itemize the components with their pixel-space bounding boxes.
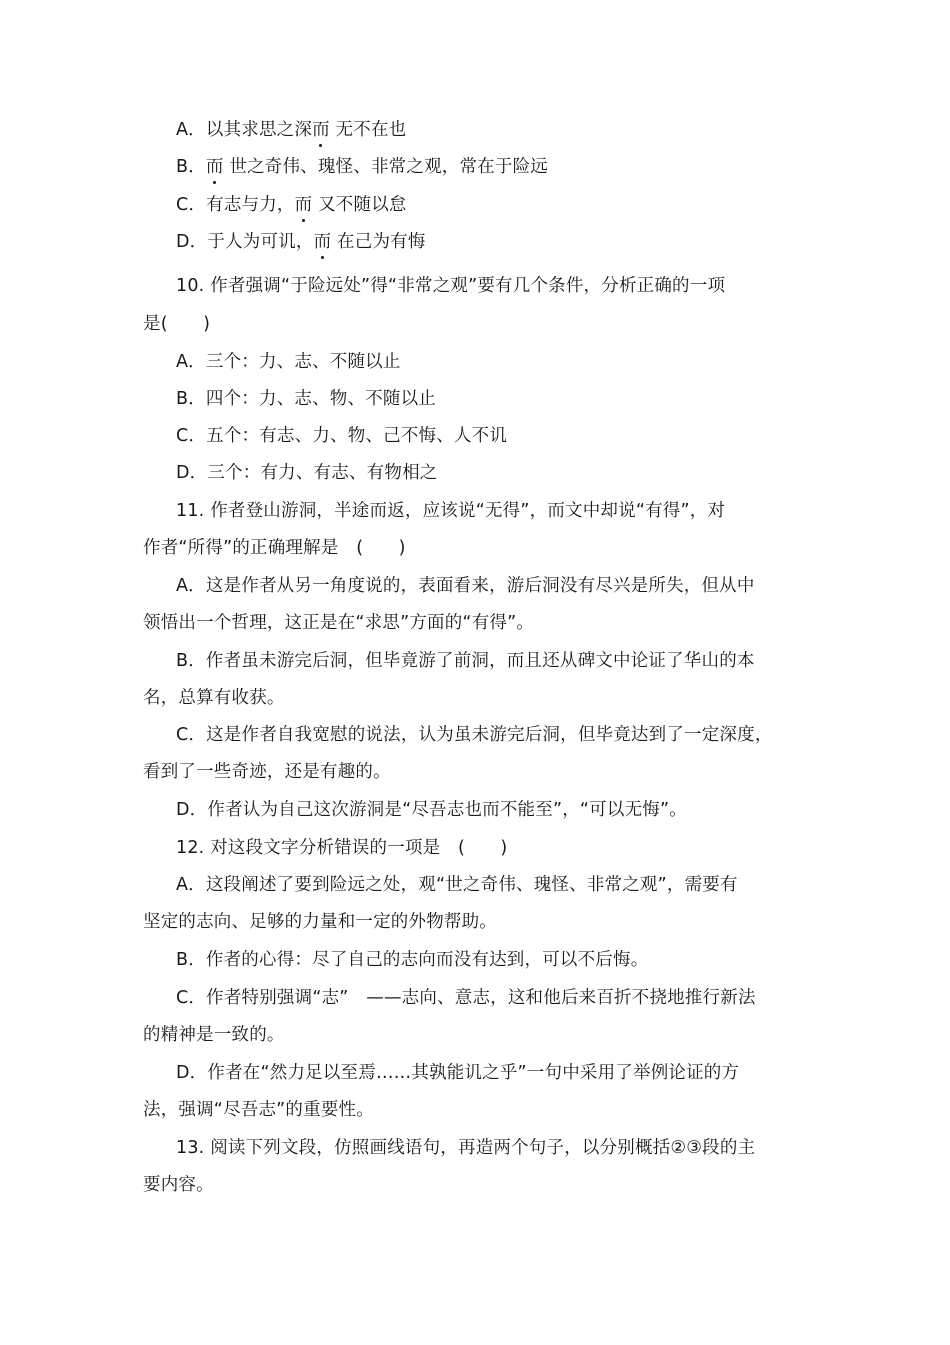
q9-option-b-emphasis: 而: [205, 157, 224, 177]
q12-stem: 12. 对这段文字分析错误的一项是 ( ): [176, 838, 508, 858]
q10-option-a: A．三个：力、志、不随以止: [176, 352, 401, 372]
q9-option-a-emphasis: 而: [312, 120, 330, 140]
q11-option-c-line-2: 看到了一些奇迹，还是有趣的。: [143, 762, 391, 782]
q12-option-d-line-1: D．作者在“然力足以至焉……其孰能讥之乎”一句中采用了举例论证的方: [176, 1063, 740, 1083]
q11-option-c-line-1: C．这是作者自我宽慰的说法，认为虽未游完后洞，但毕竟达到了一定深度，: [176, 725, 773, 745]
q9-option-c: [176, 194, 407, 216]
q11-stem-line-2: 作者“所得”的正确理解是 ( ): [143, 538, 406, 558]
q10-stem-line-1: 10. 作者强调“于险远处”得“非常之观”要有几个条件，分析正确的一项: [176, 276, 726, 296]
q11-stem-line-1: 11. 作者登山游洞，半途而返，应该说“无得”，而文中却说“有得”，对: [176, 501, 726, 521]
q13-stem-line-1: 13. 阅读下列文段，仿照画线语句，再造两个句子，以分别概括②③段的主: [176, 1138, 756, 1158]
q11-option-b-line-2: 名，总算有收获。: [143, 688, 285, 708]
q9-option-b: [176, 156, 548, 178]
q12-option-d-line-2: 法，强调“尽吾志”的重要性。: [143, 1100, 374, 1120]
q9-option-d-post: 在己为有悔: [331, 232, 426, 252]
q12-option-a-line-2: 坚定的志向、足够的力量和一定的外物帮助。: [143, 912, 497, 932]
q10-stem-line-2: 是( ): [143, 314, 211, 334]
q13-stem-line-2: 要内容。: [143, 1175, 214, 1195]
q9-option-d: [176, 231, 426, 253]
q10-option-c: C．五个：有志、力、物、己不悔、人不讥: [176, 426, 508, 446]
q12-option-b: B．作者的心得：尽了自己的志向而没有达到，可以不后悔。: [176, 950, 649, 970]
q11-option-a-line-2: 领悟出一个哲理，这正是在“求思”方面的“有得”。: [143, 613, 535, 633]
q9-option-d-pre: D．于人为可讥，: [176, 232, 314, 252]
q11-option-b-line-1: B．作者虽未游完后洞，但毕竟游了前洞，而且还从碑文中论证了华山的本: [176, 651, 755, 671]
q12-option-c-line-2: 的精神是一致的。: [143, 1025, 285, 1045]
q12-option-c-line-1: C．作者特别强调“志” ——志向、意志，这和他后来百折不挠地推行新法: [176, 988, 756, 1008]
q11-option-a-line-1: A．这是作者从另一角度说的，表面看来，游后洞没有尽兴是所失，但从中: [176, 576, 755, 596]
q9-option-b-post: 世之奇伟、瑰怪、非常之观，常在于险远: [223, 157, 548, 177]
q9-option-a-post: 无不在也: [329, 120, 407, 140]
q9-option-b-pre: B．: [176, 157, 206, 177]
q9-option-c-post: 又不随以怠: [312, 195, 407, 215]
q9-option-a: [176, 119, 406, 141]
q10-option-b: B．四个：力、志、物、不随以止: [176, 389, 437, 409]
q9-option-a-pre: A．以其求思之深: [176, 120, 313, 140]
q12-option-a-line-1: A．这段阐述了要到险远之处，观“世之奇伟、瑰怪、非常之观”，需要有: [176, 875, 738, 895]
q10-option-d: D．三个：有力、有志、有物相之: [176, 463, 438, 483]
q11-option-d: D．作者认为自己这次游洞是“尽吾志也而不能至”，“可以无悔”。: [176, 800, 687, 820]
q9-option-c-pre: C．有志与力，: [176, 195, 295, 215]
q9-option-d-emphasis: 而: [313, 232, 332, 252]
q9-option-c-emphasis: 而: [294, 195, 313, 215]
